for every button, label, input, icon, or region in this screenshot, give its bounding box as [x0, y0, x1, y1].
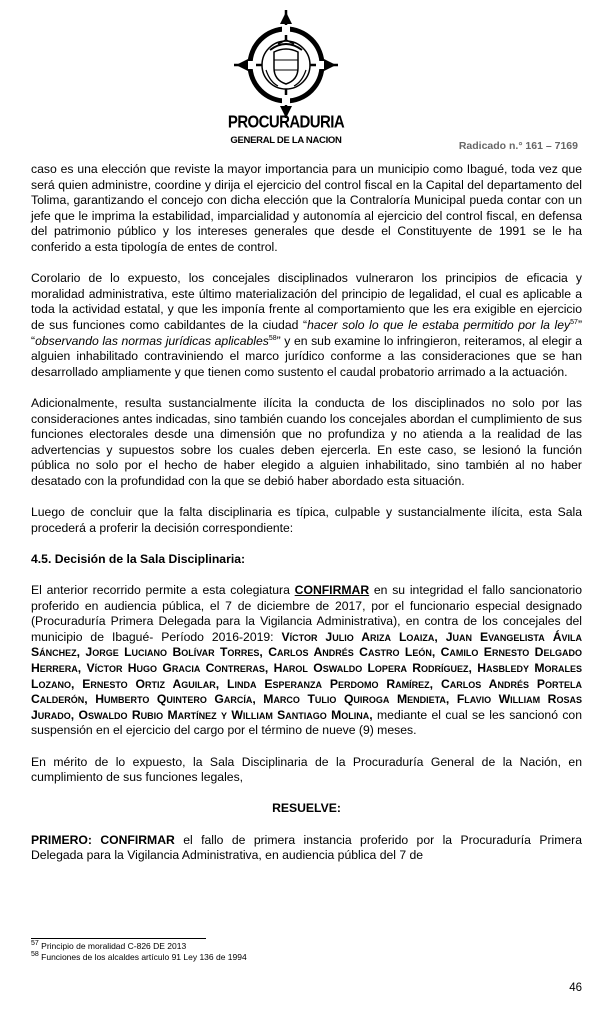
- paragraph-4: Luego de concluir que la falta disciplinaria es típica, culpable y sustancialmente ilícita, esta Sala procederá a proferir la decisión correspondiente:: [31, 505, 582, 535]
- sanctioned-names: Víctor Julio Ariza Loaiza, Juan Evangelista Ávila Sánchez, Jorge Luciano Bolívar Torres, Carlos Andrés Castro León, Camilo Ernesto Delgado Herrera, Víctor Hugo Gracia Contreras, Harol Oswaldo Lopera Rodríguez, Hasbledy Morales Lozano, Ernesto Ortiz Aguilar, Linda Esperanza Perdomo Ramírez, Carlos Andrés Portela Calderón, Humberto Quintero García, Marco Tulio Quiroga Mendieta, Flavio William Rosas Jurado, Oswaldo Rubio Martínez y William Santiago Molina,: [31, 629, 582, 722]
- paragraph-5-part-b: en su integridad el fallo sancionatorio proferido en audiencia pública, el 7 de diciembre de 2017, por el funcionario especial designado (Procuraduría Primera Delegada para la Vigilancia Administrativa), en contra de los concejales del municipio de Ibagué- Período 2016-2019:: [31, 583, 582, 644]
- crosshair-emblem-icon: [226, 10, 346, 120]
- footnote-58-number: 58: [31, 951, 39, 959]
- paragraph-6: En mérito de lo expuesto, la Sala Disciplinaria de la Procuraduría General de la Nación, en cumplimiento de sus funciones legales,: [31, 754, 582, 785]
- footnote-57-text: Principio de moralidad C-826 DE 2013: [38, 941, 187, 951]
- paragraph-2-part-c: ” y en sub examine lo infringieron, reiteramos, al elegir a alguien inhabilitado contraviniendo el marco jurídico conforme a las consideraciones que se han desarrollado ampliamente y que tienen como sustento el caudal probatorio arrimado a la actuación.: [31, 333, 582, 379]
- paragraph-2-part-b: ” “: [31, 317, 582, 348]
- page-number: 46: [569, 982, 582, 994]
- logo-title: PROCURADURIA: [227, 112, 345, 133]
- footnote-divider: [31, 938, 206, 939]
- footnote-ref-58: 58: [268, 334, 277, 342]
- paragraph-7-rest: el fallo de primera instancia proferido por la Procuraduría Primera Delegada para la Vigilancia Administrativa, en audiencia pública del 7 de: [31, 832, 582, 863]
- footnote-57: [31, 941, 186, 951]
- paragraph-2-part-a: Corolario de lo expuesto, los concejales disciplinados vulneraron los principios de eficacia y moralidad administrativa, este último materialización del principio de legalidad, el cual es aplicable a toda la actividad estatal, y que les imponía frente al comportamiento que les era exigible en ejercicio de sus funciones como cabildantes de la ciudad “: [31, 271, 582, 332]
- section-heading: 4.5. Decisión de la Sala Disciplinaria:: [31, 551, 246, 566]
- document-body: [31, 162, 582, 864]
- paragraph-1: caso es una elección que reviste la mayor importancia para un municipio como Ibagué, toda vez que será quien administre, coordine y dirija el ejercicio del control fiscal en la Capital del departamento del Tolima, garantizando el concejo con dicha elección que la Contraloría Municipal pueda contar con un jefe que le imprima la estabilidad, imparcialidad y autonomía al ejercicio del control fiscal, en defensa del patrimonio público y los intereses generales que desde el Constituyente de 1991 se le ha conferido a esta tipología de entes de control.: [31, 162, 582, 254]
- logo-subtitle: GENERAL DE LA NACION: [230, 135, 342, 146]
- primero-confirmar: PRIMERO: CONFIRMAR: [31, 832, 175, 847]
- footnote-57-number: 57: [31, 940, 39, 948]
- paragraph-2: [31, 271, 582, 380]
- paragraph-7: [31, 833, 582, 864]
- paragraph-5-part-c: mediante el cual se les sancionó con suspensión en el ejercicio del cargo por el término de nueve (9) meses.: [31, 707, 582, 738]
- paragraph-3: Adicionalmente, resulta sustancialmente ilícita la conducta de los disciplinados no solo por las consideraciones antes indicadas, sino también cuando los concejales abordan el cumplimiento de sus funciones electorales desde una dimensión que no profundiza y no atienda a la realidad de las advertencias y supuestos sobre los cuales deben ejercerla. En este caso, se lesionó la función pública no solo por el hecho de haber elegido a alguien inhabilitado, sino también al no haber desatado con la profundidad con la que se debió haber abordado esta situación.: [31, 395, 582, 488]
- paragraph-5-part-a: El anterior recorrido permite a esta colegiatura: [31, 583, 295, 598]
- radicado-number: Radicado n.° 161 – 7169: [458, 140, 578, 152]
- procuraduria-logo: [226, 10, 346, 160]
- paragraph-5: [31, 583, 582, 739]
- confirmar-emphasis: CONFIRMAR: [294, 583, 370, 598]
- quote-normas: observando las normas jurídicas aplicables: [35, 333, 269, 348]
- resuelve-heading: RESUELVE:: [272, 801, 341, 816]
- quote-ley: hacer solo lo que le estaba permitido por la ley: [307, 317, 571, 332]
- footnote-58: [31, 952, 247, 962]
- footnote-58-text: Funciones de los alcaldes artículo 91 Ley 136 de 1994: [38, 952, 247, 962]
- footnote-ref-57: 57: [570, 318, 578, 326]
